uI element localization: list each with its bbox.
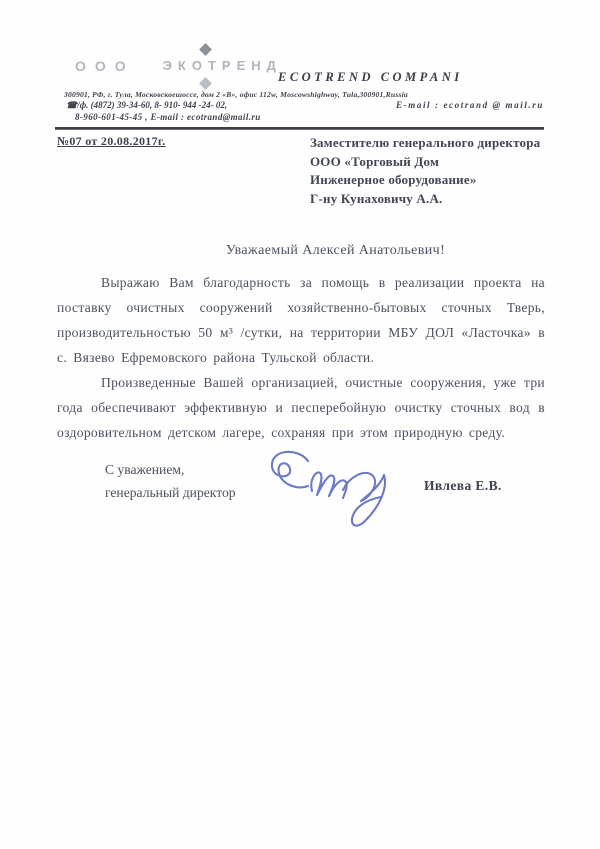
letterhead-divider [55, 127, 544, 130]
letter-body [57, 270, 545, 445]
closing-block [105, 458, 236, 504]
addressee-line: ООО «Торговый Дом [310, 153, 440, 169]
handwritten-signature [248, 445, 398, 533]
closing-line: С уважением, [105, 462, 185, 477]
body-paragraph: Выражаю Вам благодарность за помощь в реализации проекта на поставку очистных сооружений хозяйственно-бытовых сточных Тверь, производительностью 50 м³ /сутки, на территории МБУ ДОЛ «Ласточка» в с. Вязево Ефремовского района Тульской области. [57, 275, 545, 365]
body-paragraph: Произведенные Вашей организацией, очистные сооружения, уже три года обеспечивают эффективную и песперебойную очистку сточных вод в оздоровительном детском лагере, сохраняя при этом природную среду. [57, 375, 545, 440]
closing-line: генеральный директор [105, 485, 236, 500]
gem-diamond-icon [199, 43, 212, 56]
signatory-name: Ивлева Е.В. [424, 478, 502, 493]
logo-company-name: ЭКОТРЕНД [162, 58, 282, 73]
company-name-english: ECOTREND COMPANI [278, 70, 463, 84]
contact-row [66, 100, 544, 111]
logo-ooo-text: ООО [75, 58, 135, 74]
reference-number: №07 от 20.08.2017г. [57, 134, 166, 148]
gem-diamond-icon [199, 77, 212, 90]
addressee-line: Г-ну Кунаховичу А.А. [310, 190, 443, 206]
salutation: Уважаемый Алексей Анатольевич! [225, 243, 446, 258]
addressee-line: Заместителю генерального директора [310, 135, 541, 150]
phone-numbers: ☎/ф. (4872) 39-34-60, 8- 910- 944 -24- 02, [66, 100, 228, 110]
email-address: E-mail : ecotrand @ mail.ru [396, 100, 544, 110]
phone-email-secondary: 8-960-601-45-45 , E-mail : ecotrand@mail.ru [75, 112, 261, 122]
addressee-line: Инженерное оборудование» [310, 172, 477, 187]
company-address: 300901, РФ, г. Тула, Московскоешоссе, дом 2 «В», офис 112w, Moscowshighway, Tula,300901,Russia [64, 90, 408, 99]
company-logo [75, 57, 286, 75]
addressee-block [310, 134, 540, 208]
